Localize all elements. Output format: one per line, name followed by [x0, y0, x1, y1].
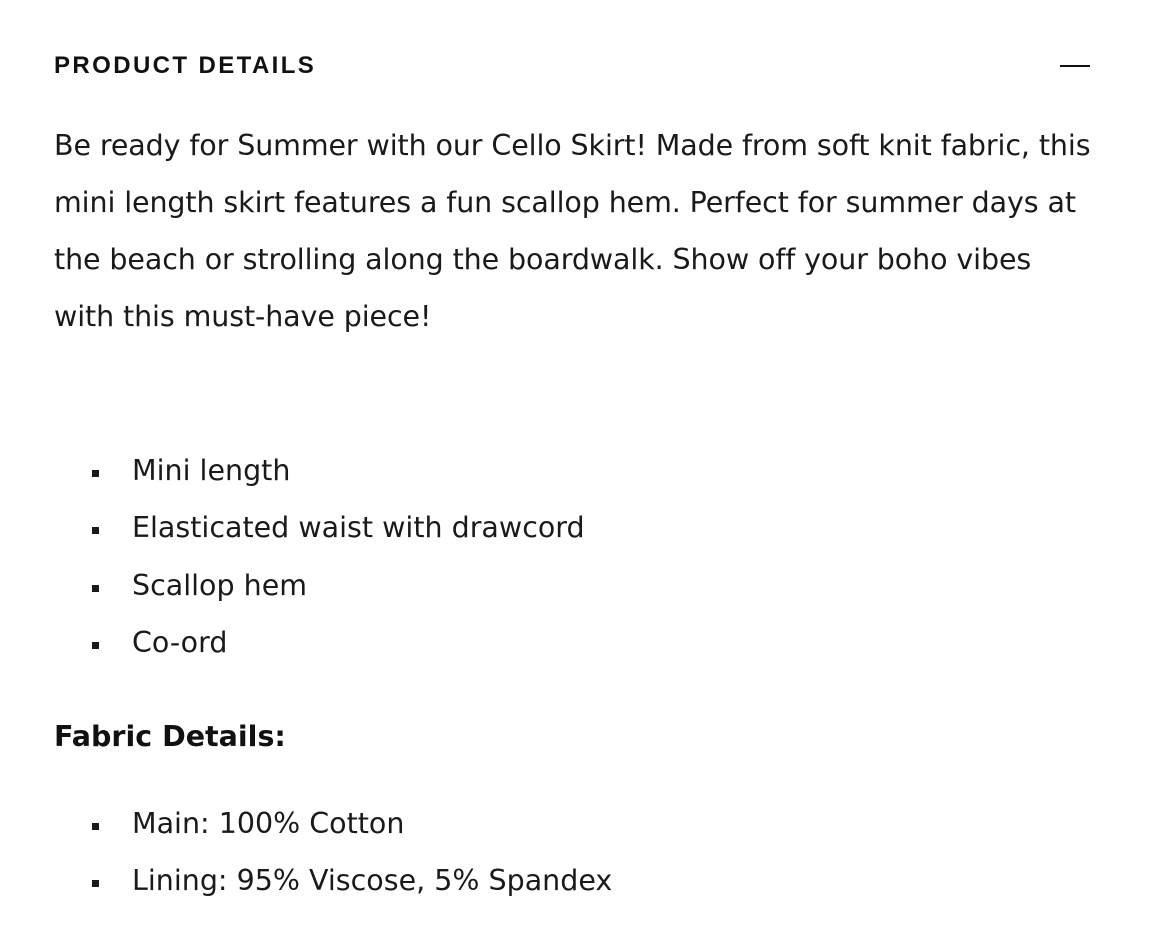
- list-item: Elasticated waist with drawcord: [54, 499, 1095, 557]
- minus-icon[interactable]: [1059, 54, 1091, 78]
- list-item: Lining: 95% Viscose, 5% Spandex: [54, 852, 1095, 910]
- product-features-list: [54, 442, 1095, 672]
- list-item: Mini length: [54, 442, 1095, 500]
- list-item: Co-ord: [54, 614, 1095, 672]
- list-item: Main: 100% Cotton: [54, 795, 1095, 853]
- fabric-details-list: [54, 795, 1095, 910]
- list-item: Scallop hem: [54, 557, 1095, 615]
- page-title: PRODUCT DETAILS: [54, 52, 317, 79]
- product-details-header[interactable]: [54, 0, 1095, 81]
- product-description: Be ready for Summer with our Cello Skirt! Made from soft knit fabric, this mini length skirt features a fun scallop hem. Perfect for summer days at the beach or strolling along the boardwalk. Show off your boho vibes with this must-have piece!: [54, 128, 1091, 333]
- fabric-details-heading: Fabric Details:: [54, 719, 286, 753]
- minus-icon-bar: [1060, 65, 1090, 67]
